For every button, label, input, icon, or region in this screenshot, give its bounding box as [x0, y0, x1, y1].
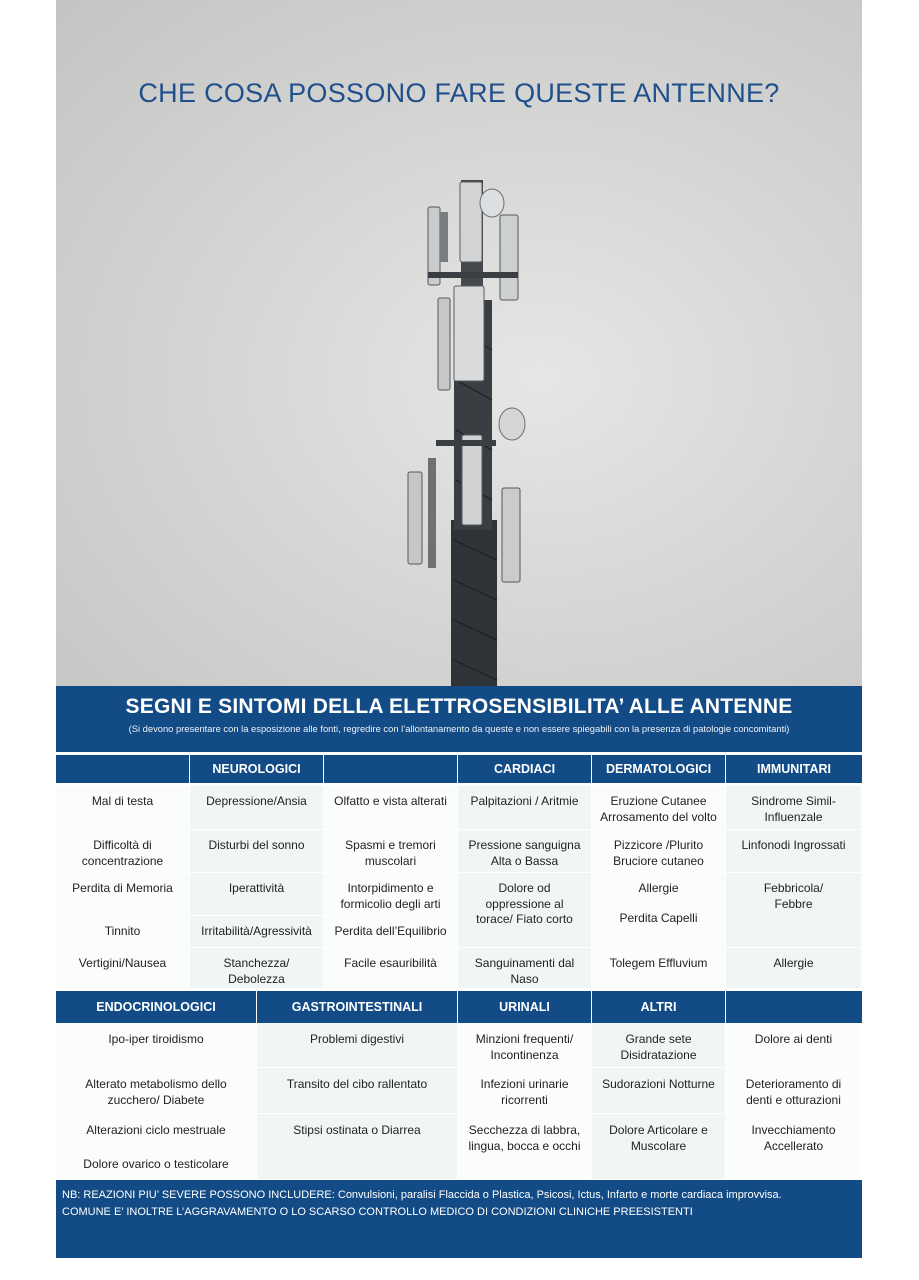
- symptom-cell: Vertigini/Nausea: [56, 948, 190, 989]
- symptom-cell: Allergie: [592, 873, 726, 903]
- header-cell: [324, 755, 458, 783]
- symptom-cell: Tinnito: [56, 916, 190, 948]
- header-endocrinologici: ENDOCRINOLOGICI: [56, 991, 257, 1023]
- symptom-cell: Stipsi ostinata o Diarrea: [257, 1114, 458, 1180]
- symptom-cell: Grande sete Disidratazione: [592, 1023, 726, 1068]
- symptom-cell: Deterioramento di denti e otturazioni: [726, 1068, 862, 1114]
- header-immunitari: IMMUNITARI: [756, 762, 832, 776]
- symptom-cell: Spasmi e tremori muscolari: [324, 830, 458, 873]
- symptom-cell: Perdita Capelli: [592, 903, 726, 948]
- symptom-cell: Perdita dell’Equilibrio: [324, 916, 458, 948]
- header-dermatologici: DERMATOLOGICI: [592, 755, 726, 783]
- symptoms-table: [56, 752, 862, 1180]
- footnote: [56, 1180, 862, 1258]
- symptom-cell: Sanguinamenti dal Naso: [458, 948, 592, 989]
- symptom-cell: Perdita di Memoria: [56, 873, 190, 916]
- symptom-cell: Secchezza di labbra, lingua, bocca e occhi: [458, 1114, 592, 1180]
- header-cell: [726, 991, 862, 1023]
- footnote-line-2: COMUNE E’ INOLTRE L’AGGRAVAMENTO O LO SCARSO CONTROLLO MEDICO DI CONDIZIONI CLINICHE PREESISTENTI: [62, 1205, 693, 1218]
- antenna-photo: [56, 0, 862, 688]
- banner-subtitle: (Si devono presentare con la esposizione alle fonti, regredire con l’allontanamento da queste e non essere spiegabili con la presenza di patologie concomitanti): [128, 723, 790, 734]
- symptom-cell: Intorpidimento e formicolio degli arti: [324, 873, 458, 916]
- symptom-cell: Irritabilità/Agressività: [190, 916, 324, 948]
- symptom-cell: Febbricola/ Febbre: [726, 873, 862, 948]
- symptom-cell: Sindrome Simil- Influenzale: [726, 786, 862, 830]
- section2-header-row: [56, 991, 862, 1023]
- symptom-cell: Dolore ai denti: [726, 1023, 862, 1068]
- symptom-cell: Olfatto e vista alterati: [324, 786, 458, 830]
- header-neurologici: NEUROLOGICI: [190, 755, 324, 783]
- header-gastrointestinali: GASTROINTESTINALI: [257, 991, 458, 1023]
- poster: [56, 0, 862, 1258]
- symptom-cell: Transito del cibo rallentato: [257, 1068, 458, 1114]
- symptom-cell: Dolore Articolare e Muscolare: [592, 1114, 726, 1180]
- symptom-cell: Iperattività: [190, 873, 324, 916]
- symptom-cell: Disturbi del sonno: [190, 830, 324, 873]
- section-banner: [56, 686, 862, 752]
- header-altri: ALTRI: [592, 991, 726, 1023]
- symptom-cell: Allergie: [726, 948, 862, 989]
- symptom-cell: Linfonodi Ingrossati: [726, 830, 862, 873]
- symptom-cell: Tolegem Effluvium: [592, 948, 726, 989]
- symptom-cell: Depressione/Ansia: [190, 786, 324, 830]
- symptom-cell: Alterato metabolismo dello zucchero/ Diabete: [56, 1068, 257, 1114]
- symptom-cell: Difficoltà di concentrazione: [56, 830, 190, 873]
- header-cell: [56, 755, 190, 783]
- symptom-cell: Dolore od oppressione al torace/ Fiato corto: [458, 873, 592, 948]
- symptom-cell: Stanchezza/ Debolezza: [190, 948, 324, 989]
- symptom-cell: Facile esauribilità: [324, 948, 458, 989]
- symptom-cell: Sudorazioni Notturne: [592, 1068, 726, 1114]
- symptom-cell: Pressione sanguigna Alta o Bassa: [458, 830, 592, 873]
- banner-title: SEGNI E SINTOMI DELLA ELETTROSENSIBILITA’ ALLE ANTENNE: [125, 695, 793, 718]
- symptom-cell: Dolore ovarico o testicolare: [56, 1148, 257, 1180]
- symptom-cell: Minzioni frequenti/ Incontinenza: [458, 1023, 592, 1068]
- symptom-cell: Pizzicore /Plurito Bruciore cutaneo: [592, 830, 726, 873]
- symptom-cell: Eruzione Cutanee Arrosamento del volto: [592, 786, 726, 830]
- header-cardiaci: CARDIACI: [458, 755, 592, 783]
- section1-header-row: [56, 755, 862, 783]
- symptom-cell: Ipo-iper tiroidismo: [56, 1023, 257, 1068]
- header-urinali: URINALI: [458, 991, 592, 1023]
- symptom-cell: Alterazioni ciclo mestruale: [56, 1114, 257, 1148]
- symptom-cell: Palpitazioni / Aritmie: [458, 786, 592, 830]
- symptom-cell: Problemi digestivi: [257, 1023, 458, 1068]
- symptom-cell: Infezioni urinarie ricorrenti: [458, 1068, 592, 1114]
- symptom-cell: Mal di testa: [56, 786, 190, 830]
- symptom-cell: Invecchiamento Accellerato: [726, 1114, 862, 1180]
- footnote-line-1: NB: REAZIONI PIU’ SEVERE POSSONO INCLUDERE: Convulsioni, paralisi Flaccida o Plastica, Psicosi, Ictus, Infarto e morte cardiaca improvvisa.: [62, 1189, 782, 1201]
- headline-question: CHE COSA POSSONO FARE QUESTE ANTENNE?: [138, 78, 780, 108]
